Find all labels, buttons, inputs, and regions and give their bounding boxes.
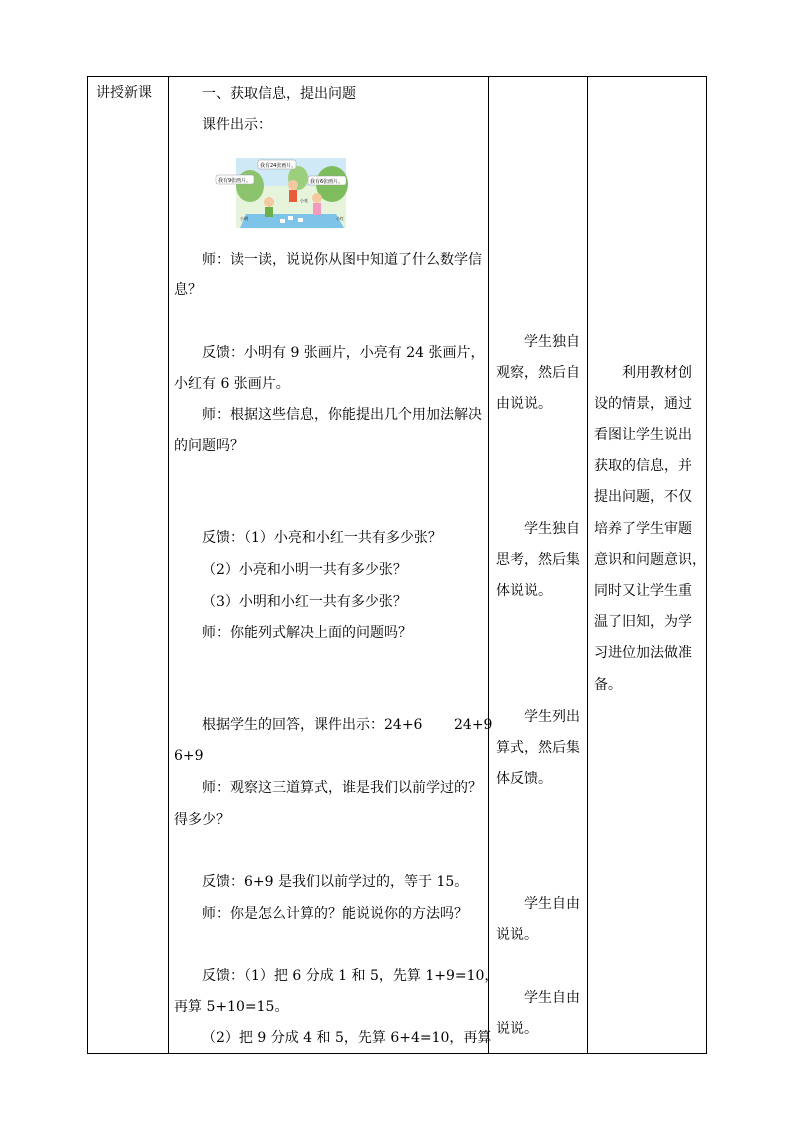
design-intent-line-7: 意识和问题意识， (594, 552, 706, 568)
column-divider (587, 77, 588, 1053)
bubble-middle: 我有24张画片。 (260, 163, 297, 169)
feedback-2-line-2: （2）小亮和小明一共有多少张？ (202, 562, 407, 578)
question-3: 师：你能列式解决上面的问题吗？ (202, 625, 412, 641)
boy-middle-icon (288, 180, 298, 190)
student-activity-1-line-1: 学生独自 (524, 334, 580, 350)
question-2-line-2: 的问题吗？ (174, 438, 244, 454)
label-middle: 小亮 (300, 198, 308, 203)
feedback-4-line-2: 再算 5+10=15。 (174, 999, 289, 1015)
student-activity-1-line-3: 由说说。 (496, 396, 552, 412)
girl-right-icon (312, 193, 322, 203)
design-intent-line-3: 看图让学生说出 (594, 427, 692, 443)
student-activity-3-line-3: 体反馈。 (496, 771, 552, 787)
section-heading: 一、获取信息，提出问题 (202, 86, 356, 102)
section-label: 讲授新课 (96, 85, 152, 101)
label-right: 小红 (336, 216, 344, 221)
feedback-4-line-3: （2）把 9 分成 4 和 5，先算 6+4=10，再算 (202, 1030, 492, 1046)
question-2-line-1: 师：根据这些信息，你能提出几个用加法解决 (202, 407, 482, 423)
courseware-label: 课件出示： (202, 117, 272, 133)
design-intent-line-8: 同时又让学生重 (594, 583, 692, 599)
student-activity-2-line-1: 学生独自 (524, 521, 580, 537)
feedback-1-line-2: 小红有 6 张画片。 (174, 376, 290, 392)
column-divider (488, 77, 489, 1053)
student-activity-4-line-1: 学生自由 (524, 896, 580, 912)
student-activity-3-line-2: 算式，然后集 (496, 740, 580, 756)
design-intent-line-4: 获取的信息，并 (594, 458, 692, 474)
feedback-2-line-1: 反馈：（1）小亮和小红一共有多少张？ (202, 530, 442, 546)
design-intent-line-5: 提出问题，不仅 (594, 489, 692, 505)
boy-left-icon (264, 197, 274, 207)
lesson-table (87, 76, 707, 1054)
question-1-line-2: 息？ (174, 282, 202, 298)
courseware-show-line-2: 6+9 (174, 748, 204, 764)
student-activity-3-line-1: 学生列出 (524, 709, 580, 725)
design-intent-line-2: 设的情景，通过 (594, 396, 692, 412)
student-activity-2-line-3: 体说说。 (496, 583, 552, 599)
design-intent-line-10: 习进位加法做准 (594, 645, 692, 661)
student-activity-4-line-2: 说说。 (496, 927, 538, 943)
student-activity-1-line-2: 观察，然后自 (496, 365, 580, 381)
student-activity-5-line-1: 学生自由 (524, 990, 580, 1006)
feedback-4-line-1: 反馈：（1）把 6 分成 1 和 5，先算 1+9=10， (202, 968, 499, 984)
question-4-line-1: 师：观察这三道算式，谁是我们以前学过的？ (202, 780, 482, 796)
courseware-show-line-1: 根据学生的回答，课件出示：24+6 (202, 717, 423, 733)
question-1-line-1: 师：读一读，说说你从图中知道了什么数学信 (202, 252, 482, 268)
student-activity-5-line-2: 说说。 (496, 1021, 538, 1037)
textbook-illustration (218, 158, 346, 228)
design-intent-line-6: 培养了学生审题 (594, 521, 692, 537)
column-divider (168, 77, 169, 1053)
question-5: 师：你是怎么计算的？能说说你的方法吗？ (202, 906, 468, 922)
label-left: 小明 (240, 216, 248, 221)
bubble-right: 我有6张画片。 (310, 179, 344, 185)
design-intent-line-9: 温了旧知，为学 (594, 614, 692, 630)
feedback-3: 反馈：6+9 是我们以前学过的，等于 15。 (202, 874, 469, 890)
design-intent-line-1: 利用教材创 (622, 365, 692, 381)
design-intent-line-11: 备。 (594, 677, 622, 693)
bubble-left: 我有9张画片。 (218, 178, 252, 184)
courseware-show-line-1b: 24+9 (454, 717, 493, 733)
question-4-line-2: 得多少？ (174, 812, 230, 828)
feedback-1-line-1: 反馈：小明有 9 张画片，小亮有 24 张画片， (202, 345, 485, 361)
feedback-2-line-3: （3）小明和小红一共有多少张？ (202, 594, 407, 610)
student-activity-2-line-2: 思考，然后集 (496, 552, 580, 568)
